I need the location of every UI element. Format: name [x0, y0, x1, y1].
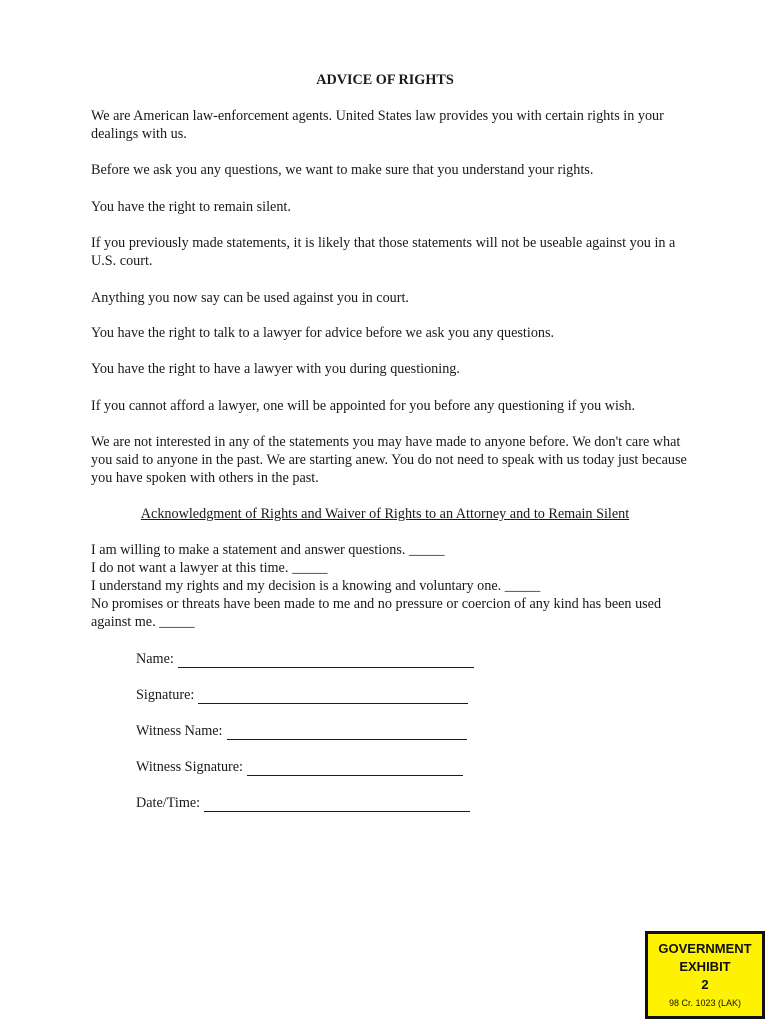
ack-understand: I understand my rights and my decision is a knowing and voluntary one. _____: [91, 578, 541, 594]
date-time-field: [136, 794, 470, 812]
paragraph-previous-statements: If you previously made statements, it is likely that those statements will not be useable against you in a U.S. court.: [91, 235, 676, 269]
signature-field: [136, 686, 468, 704]
paragraph-appointed-lawyer: If you cannot afford a lawyer, one will be appointed for you before any questioning if you wish.: [91, 398, 636, 414]
witness-signature-line[interactable]: [247, 761, 463, 776]
paragraph-not-interested: We are not interested in any of the statements you may have made to anyone before. We don't care what you said to anyone in the past. We are starting anew. You do not need to speak with us today just because you have spoken with others in the past.: [91, 434, 687, 486]
document-title: ADVICE OF RIGHTS: [316, 72, 454, 88]
paragraph-questions: Before we ask you any questions, we want to make sure that you understand your rights.: [91, 162, 594, 178]
date-time-label: Date/Time:: [136, 795, 201, 811]
exhibit-line2: EXHIBIT: [679, 959, 731, 974]
paragraph-used-against: Anything you now say can be used against you in court.: [91, 290, 409, 306]
government-exhibit-sticker: [645, 931, 765, 1019]
name-line[interactable]: [178, 653, 474, 668]
ack-willing: I am willing to make a statement and answer questions. _____: [91, 542, 445, 558]
ack-no-promises: No promises or threats have been made to me and no pressure or coercion of any kind has been used against me. _____: [91, 596, 662, 630]
paragraph-lawyer-present: You have the right to have a lawyer with you during questioning.: [91, 361, 460, 377]
exhibit-line1: GOVERNMENT: [658, 941, 752, 956]
witness-name-field: [136, 722, 467, 740]
paragraph-talk-lawyer: You have the right to talk to a lawyer for advice before we ask you any questions.: [91, 325, 555, 341]
signature-line[interactable]: [198, 689, 468, 704]
witness-name-label: Witness Name:: [136, 723, 223, 739]
name-label: Name:: [136, 651, 174, 667]
signature-label: Signature:: [136, 687, 195, 703]
exhibit-case-number: 98 Cr. 1023 (LAK): [668, 998, 742, 1008]
ack-no-lawyer: I do not want a lawyer at this time. _____: [91, 560, 328, 576]
witness-signature-label: Witness Signature:: [136, 759, 244, 775]
paragraph-agents: We are American law-enforcement agents. United States law provides you with certain rights in your dealings with us.: [91, 108, 664, 142]
acknowledgment-heading: Acknowledgment of Rights and Waiver of Rights to an Attorney and to Remain Silent: [140, 506, 630, 522]
paragraph-silent: You have the right to remain silent.: [91, 199, 291, 215]
exhibit-number: 2: [701, 977, 709, 992]
witness-name-line[interactable]: [227, 725, 467, 740]
witness-signature-field: [136, 758, 463, 776]
date-time-line[interactable]: [204, 797, 470, 812]
name-field: [136, 650, 474, 668]
